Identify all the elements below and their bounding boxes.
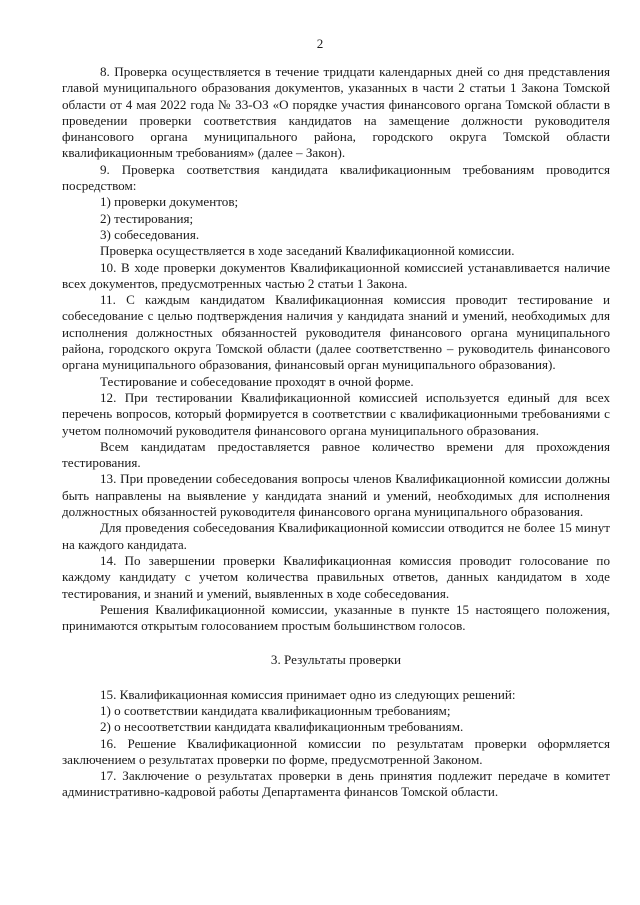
paragraph-14: 14. По завершении проверки Квалификационная комиссия проводит голосование по каждому кандидату с учетом количества правильных ответов, данных кандидатом в ходе тестирования, и знаний и умений, выявленных в ходе собеседования. — [62, 552, 610, 601]
paragraph-11: 11. С каждым кандидатом Квалификационная комиссия проводит тестирование и собеседование с целью подтверждения наличия у кандидата знаний и умений, необходимых для исполнения должностных обязанностей руководителя финансового органа муниципального района, городского округа Томской области (далее соответственно – руководитель финансового органа муниципального образования, финансовый орган муниципального образования). — [62, 292, 610, 373]
paragraph-text: Для проведения собеседования Квалификационной комиссии отводится не более 15 минут на каждого кандидата. — [62, 520, 610, 552]
paragraph-8: 8. Проверка осуществляется в течение тридцати календарных дней со дня представления главой муниципального образования документов, указанных в части 2 статьи 1 Закона Томской области от 4 мая 2022 года № 33-ОЗ «О порядке участия финансового органа Томской области в проведении проверки соответствия кандидатов на замещение должности руководителя финансового органа муниципального района, городского округа Томской области квалификационным требованиям» (далее – Закон). — [62, 64, 610, 161]
paragraph-16: 16. Решение Квалификационной комиссии по результатам проверки оформляется заключением о результатах проверки по форме, предусмотренной Законом. — [62, 735, 610, 767]
section-title: 3. Результаты проверки — [270, 652, 402, 668]
page-number: 2 — [316, 36, 324, 51]
list-item: 1) о соответствии кандидата квалификационным требованиям; — [100, 702, 451, 718]
paragraph-12: 12. При тестировании Квалификационной комиссией используется единый для всех перечень вопросов, который формируется в соответствии с квалификационными требованиями с учетом полномочий руководителя финансового органа муниципального образования. — [62, 389, 610, 438]
paragraph-15: 15. Квалификационная комиссия принимает одно из следующих решений: — [100, 686, 516, 702]
paragraph-text: Всем кандидатам предоставляется равное количество времени для прохождения тестирования. — [62, 438, 610, 471]
document-body — [62, 64, 610, 801]
section-2-continued — [62, 64, 610, 634]
list-item: 1) проверки документов; — [100, 194, 239, 210]
list-item: 2) о несоответствии кандидата квалификационным требованиям. — [100, 719, 464, 735]
list-item: 3) собеседования. — [100, 226, 200, 242]
list-item: 2) тестирования; — [100, 210, 194, 226]
paragraph-text: Тестирование и собеседование проходят в очной форме. — [100, 373, 414, 389]
paragraph-9: 9. Проверка соответствия кандидата квалификационным требованиям проводится посредством: — [62, 161, 610, 194]
paragraph-13: 13. При проведении собеседования вопросы членов Квалификационной комиссии должны быть направлены на выявление у кандидата знаний и умений, необходимых для исполнения должностных обязанностей руководителя финансового органа муниципального образования. — [62, 471, 610, 520]
paragraph-10: 10. В ходе проверки документов Квалификационной комиссией устанавливается наличие всех документов, предусмотренных частью 2 статьи 1 Закона. — [62, 259, 610, 291]
paragraph-17: 17. Заключение о результатах проверки в день принятия подлежит передаче в комитет административно-кадровой работы Департамента финансов Томской области. — [62, 768, 610, 800]
paragraph-text: Проверка осуществляется в ходе заседаний Квалификационной комиссии. — [100, 243, 515, 259]
section-3 — [62, 687, 610, 801]
paragraph-text: Решения Квалификационной комиссии, указанные в пункте 15 настоящего положения, принимаются открытым голосованием простым большинством голосов. — [62, 601, 610, 634]
